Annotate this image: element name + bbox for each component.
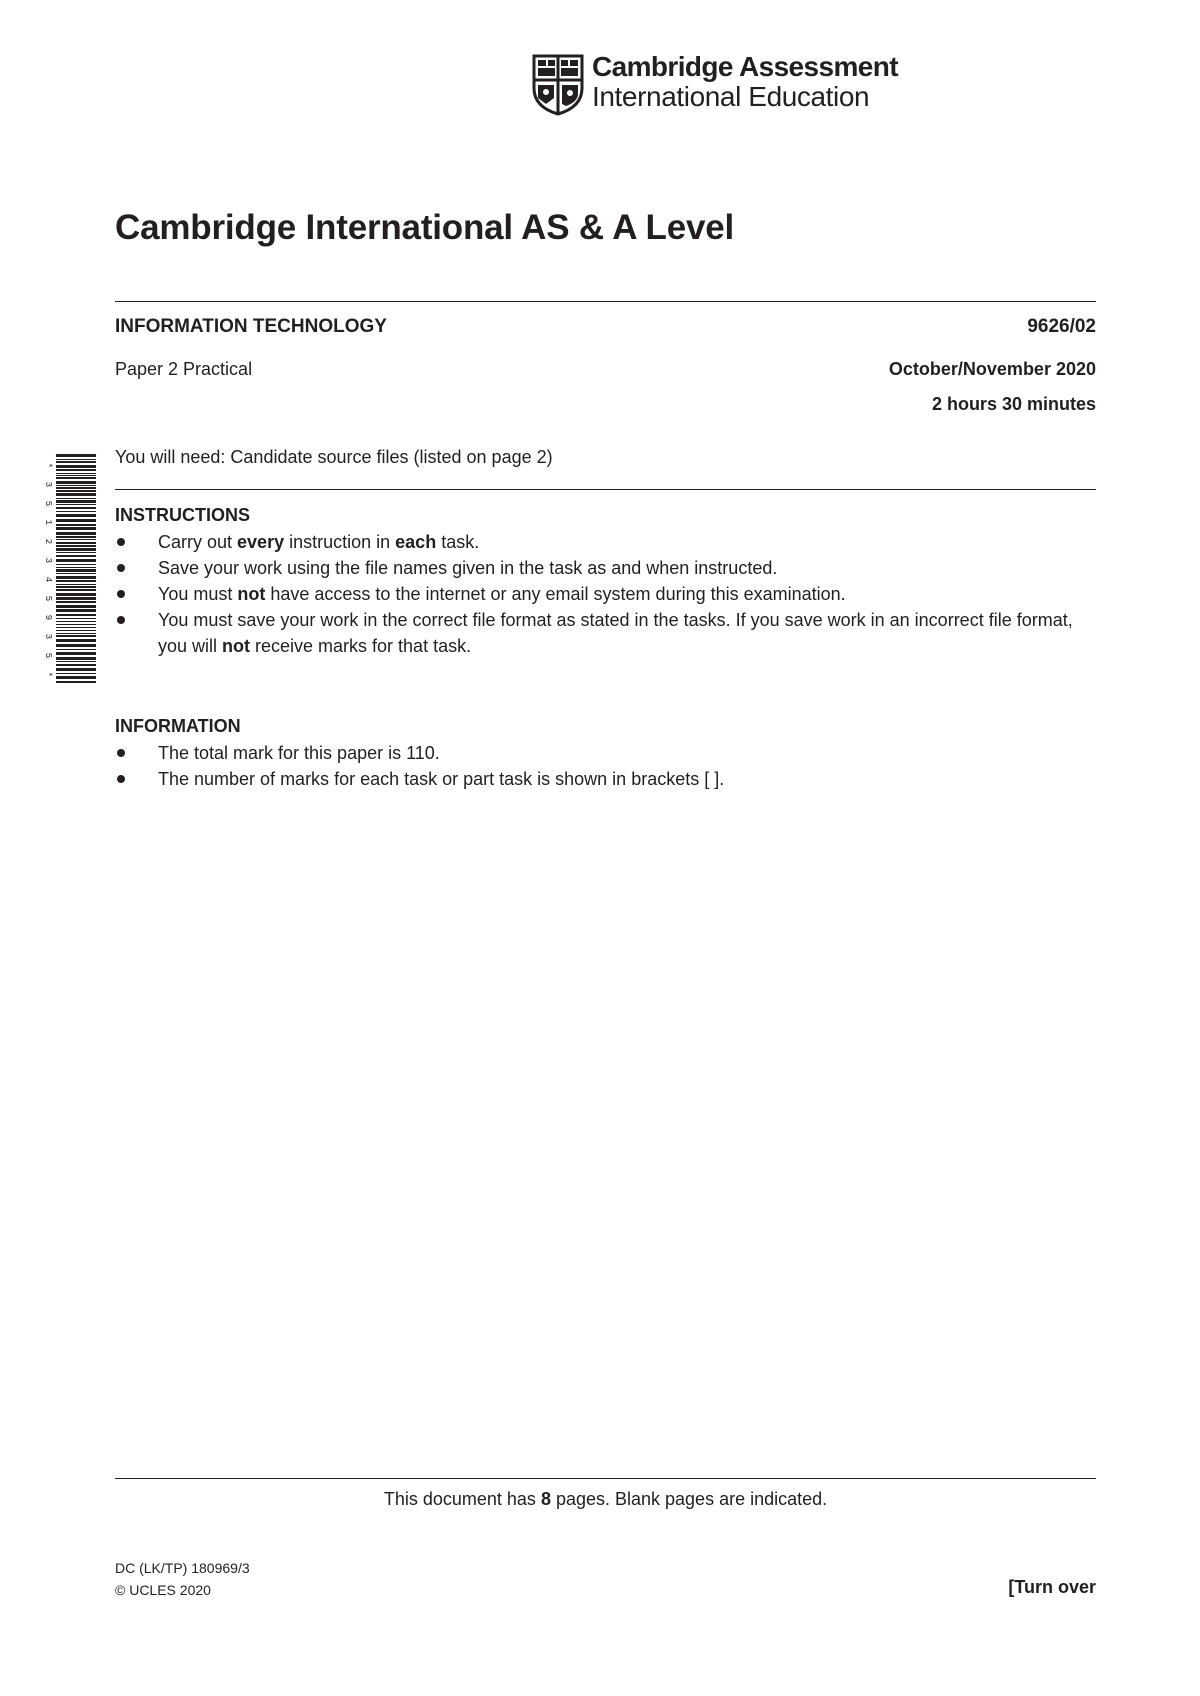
subject-name: INFORMATION TECHNOLOGY	[115, 316, 387, 337]
barcode-bar	[56, 576, 96, 579]
barcode-bar	[56, 652, 96, 655]
barcode-bar	[56, 621, 96, 622]
barcode-bar	[56, 519, 96, 522]
barcode-bar	[56, 597, 96, 600]
barcode-bar	[56, 559, 96, 562]
barcode-bar	[56, 487, 96, 489]
barcode-digit: 5	[43, 500, 53, 507]
barcode-bar	[56, 539, 96, 540]
barcode-bar	[56, 569, 96, 572]
barcode-bar	[56, 580, 96, 582]
list-item	[115, 581, 1100, 607]
paper-code: 9626/02	[1027, 316, 1096, 337]
document-reference: DC (LK/TP) 180969/3	[115, 1560, 250, 1576]
barcode-bar	[56, 542, 96, 544]
barcode-bar	[56, 673, 96, 674]
barcode-bar	[56, 573, 96, 574]
page-count-note	[115, 1489, 1096, 1510]
barcode-bar	[56, 633, 96, 634]
barcode-digit: 3	[43, 633, 53, 640]
item-text: task.	[436, 532, 480, 552]
barcode-bar	[56, 605, 96, 608]
barcode-bar	[56, 589, 96, 591]
barcode-bar	[56, 485, 96, 486]
list-item	[115, 766, 1100, 792]
barcode-digit: 5	[43, 595, 53, 602]
item-text: You must	[158, 584, 238, 604]
cambridge-shield-icon	[532, 54, 584, 116]
barcode-digit: *	[43, 462, 53, 469]
barcode-bar	[56, 630, 96, 631]
barcode-bar	[56, 545, 96, 547]
list-item	[115, 607, 1100, 659]
turn-over-label: [Turn over	[1008, 1577, 1096, 1597]
barcode-bar	[56, 511, 96, 512]
barcode-bar	[56, 639, 96, 642]
item-text: receive marks for that task.	[250, 636, 472, 656]
barcode-bar	[56, 536, 96, 538]
barcode-bar	[56, 454, 96, 457]
barcode-digit: 2	[43, 538, 53, 545]
barcode-bar	[56, 461, 96, 463]
divider	[115, 1478, 1096, 1479]
logo-line1: Cambridge Assessment	[592, 51, 898, 82]
barcode-bar	[56, 504, 96, 505]
instructions-heading: INSTRUCTIONS	[115, 505, 250, 525]
barcode-bar	[56, 524, 96, 526]
barcode-bar	[56, 493, 96, 496]
barcode-bar	[56, 601, 96, 603]
barcode-bar	[56, 459, 96, 460]
list-item	[115, 529, 1100, 555]
list-item	[115, 555, 1100, 581]
barcode-bar	[56, 532, 96, 535]
item-text: The total mark for this paper is 110.	[158, 743, 440, 763]
barcode-bar	[56, 481, 96, 484]
logo-line2: International Education	[592, 81, 870, 112]
barcode-bar	[56, 465, 96, 468]
barcode-bar	[56, 624, 96, 625]
barcode-bar	[56, 668, 96, 671]
emphasis-text: not	[222, 636, 251, 656]
barcode-bar	[56, 500, 96, 503]
divider	[115, 489, 1096, 490]
barcode-digit: 1	[43, 519, 53, 526]
bullet-icon	[117, 538, 125, 546]
barcode-bar	[56, 552, 96, 553]
emphasis-text: every	[237, 532, 285, 552]
item-text: have access to the internet or any email system during this examination.	[265, 584, 846, 604]
barcode-bar	[56, 555, 96, 557]
barcode-bar	[56, 514, 96, 517]
barcode-digit: 4	[43, 576, 53, 583]
exam-duration: 2 hours 30 minutes	[931, 394, 1096, 414]
cambridge-logo	[532, 51, 912, 116]
barcode-digit: 3	[43, 557, 53, 564]
qualification-title: Cambridge International AS & A Level	[115, 208, 735, 247]
barcode-bar	[56, 649, 96, 650]
barcode-bar	[56, 527, 96, 530]
barcode-bar	[56, 681, 96, 683]
item-text: instruction in	[284, 532, 396, 552]
divider	[115, 301, 1096, 302]
page-count-note-start: This document has	[383, 1489, 541, 1509]
bullet-icon	[117, 564, 125, 572]
emphasis-text: each	[395, 532, 437, 552]
copyright-notice: © UCLES 2020	[115, 1582, 211, 1598]
page-count-note-end: pages. Blank pages are indicated.	[550, 1489, 828, 1509]
item-text: Carry out	[158, 532, 238, 552]
barcode-bar	[56, 473, 96, 474]
barcode-bar	[56, 627, 96, 628]
information-heading: INFORMATION	[115, 716, 241, 736]
barcode-bars	[56, 454, 96, 683]
bullet-icon	[117, 590, 125, 598]
bullet-icon	[117, 775, 125, 783]
barcode-bar	[56, 507, 96, 509]
barcode	[38, 452, 98, 684]
logo-wordmark	[592, 52, 898, 112]
barcode-bar	[56, 475, 96, 476]
bullet-icon	[117, 616, 125, 624]
bullet-icon	[117, 749, 125, 757]
barcode-bar	[56, 586, 96, 588]
barcode-bar	[56, 564, 96, 565]
exam-session: October/November 2020	[888, 359, 1096, 379]
instructions-list	[115, 529, 1100, 659]
barcode-digit: *	[43, 671, 53, 678]
information-list	[115, 740, 1100, 792]
barcode-bar	[56, 548, 96, 551]
barcode-bar	[56, 593, 96, 596]
page-count: 8	[540, 1489, 551, 1509]
barcode-bar	[56, 618, 96, 619]
barcode-bar	[56, 676, 96, 679]
barcode-digit: 5	[43, 652, 53, 659]
emphasis-text: not	[237, 584, 266, 604]
barcode-bar	[56, 469, 96, 471]
barcode-bar	[56, 635, 96, 637]
barcode-bar	[56, 657, 96, 660]
barcode-bar	[56, 477, 96, 479]
barcode-bar	[56, 644, 96, 647]
barcode-bar	[56, 567, 96, 568]
barcode-bar	[56, 584, 96, 585]
item-text: Save your work using the file names given in the task as and when instructed.	[158, 558, 778, 578]
barcode-bar	[56, 661, 96, 662]
barcode-bar	[56, 614, 96, 616]
barcode-digits	[43, 463, 53, 677]
barcode-bar	[56, 664, 96, 666]
barcode-bar	[56, 609, 96, 612]
list-item	[115, 740, 1100, 766]
barcode-digit: 3	[43, 481, 53, 488]
barcode-bar	[56, 490, 96, 492]
materials-needed: You will need: Candidate source files (listed on page 2)	[115, 447, 553, 467]
paper-name: Paper 2 Practical	[115, 359, 253, 379]
barcode-digit: 9	[43, 614, 53, 621]
item-text: The number of marks for each task or part task is shown in brackets [ ].	[158, 769, 725, 789]
barcode-bar	[56, 498, 96, 499]
item-text: You must save your work in the correct file format as stated in the tasks. If you save work in an incorrect file format, you will	[158, 610, 1073, 656]
